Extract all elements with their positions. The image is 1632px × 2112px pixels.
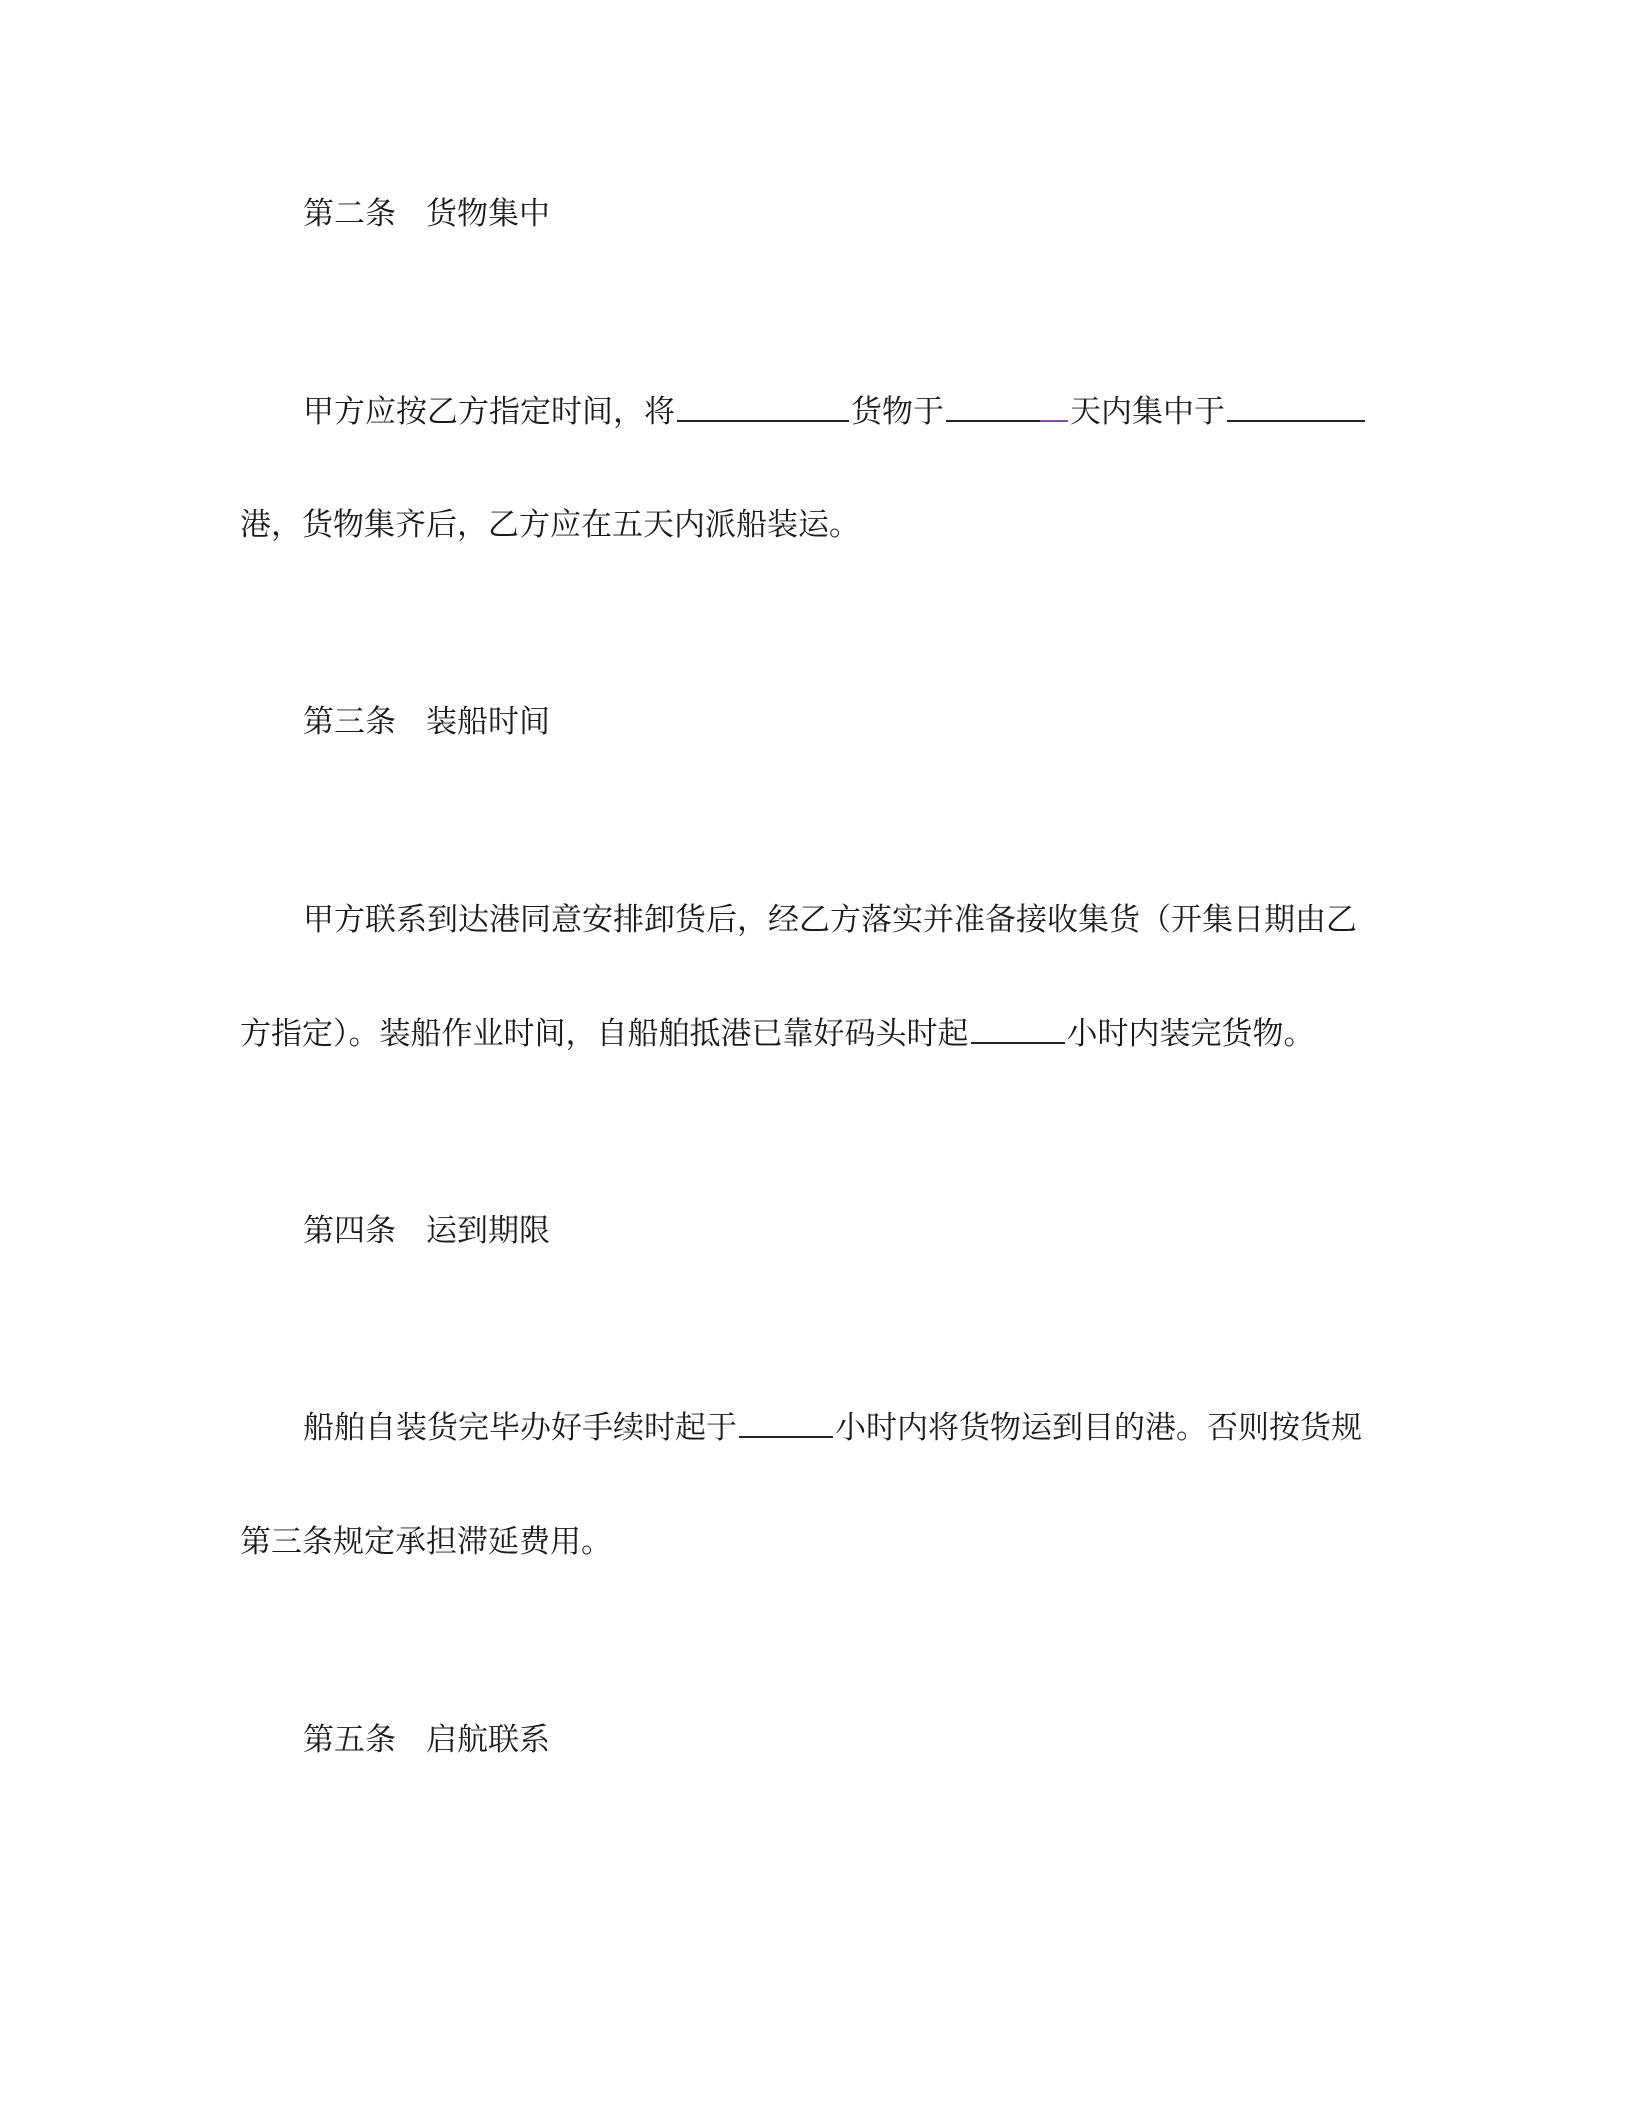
article-number: 第三条 [303,704,396,740]
article-title: 运到期限 [426,1213,550,1249]
article-3-paragraph-line-1: 甲方联系到达港同意安排卸货后，经乙方落实并准备接收集货（开集日期由乙 [303,902,1357,938]
article-4-paragraph-line-2: 第三条规定承担滞延费用。 [240,1524,612,1560]
article-number: 第二条 [303,196,396,232]
article-3-paragraph-line-2 [240,1014,1315,1054]
text-segment: 方指定）。装船作业时间，自船舶抵港已靠好码头时起 [240,1016,969,1052]
article-5-heading [303,1720,550,1760]
article-4-heading [303,1211,550,1251]
fill-in-blank[interactable] [1040,392,1068,422]
fill-in-blank[interactable] [971,1014,1065,1044]
article-2-heading [303,194,550,234]
text-segment: 船舶自装货完毕办好手续时起于 [303,1410,737,1446]
text-segment: 小时内装完货物。 [1066,1016,1315,1052]
text-segment: 货物于 [851,394,944,430]
fill-in-blank[interactable] [739,1408,833,1438]
article-title: 装船时间 [426,704,550,740]
fill-in-blank[interactable] [946,392,1040,422]
fill-in-blank[interactable] [677,392,849,422]
article-2-paragraph-line-2: 港，货物集齐后，乙方应在五天内派船装运。 [240,507,860,543]
text-segment: 小时内将货物运到目的港。否则按货规 [835,1410,1362,1446]
article-title: 启航联系 [426,1722,550,1758]
article-4-paragraph-line-1 [303,1408,1362,1448]
article-title: 货物集中 [426,196,550,232]
fill-in-blank[interactable] [1227,392,1365,422]
text-segment: 天内集中于 [1070,394,1225,430]
article-3-heading [303,702,550,742]
article-number: 第五条 [303,1722,396,1758]
article-2-paragraph-line-1 [303,392,1367,432]
text-segment: 甲方应按乙方指定时间，将 [303,394,675,430]
article-number: 第四条 [303,1213,396,1249]
